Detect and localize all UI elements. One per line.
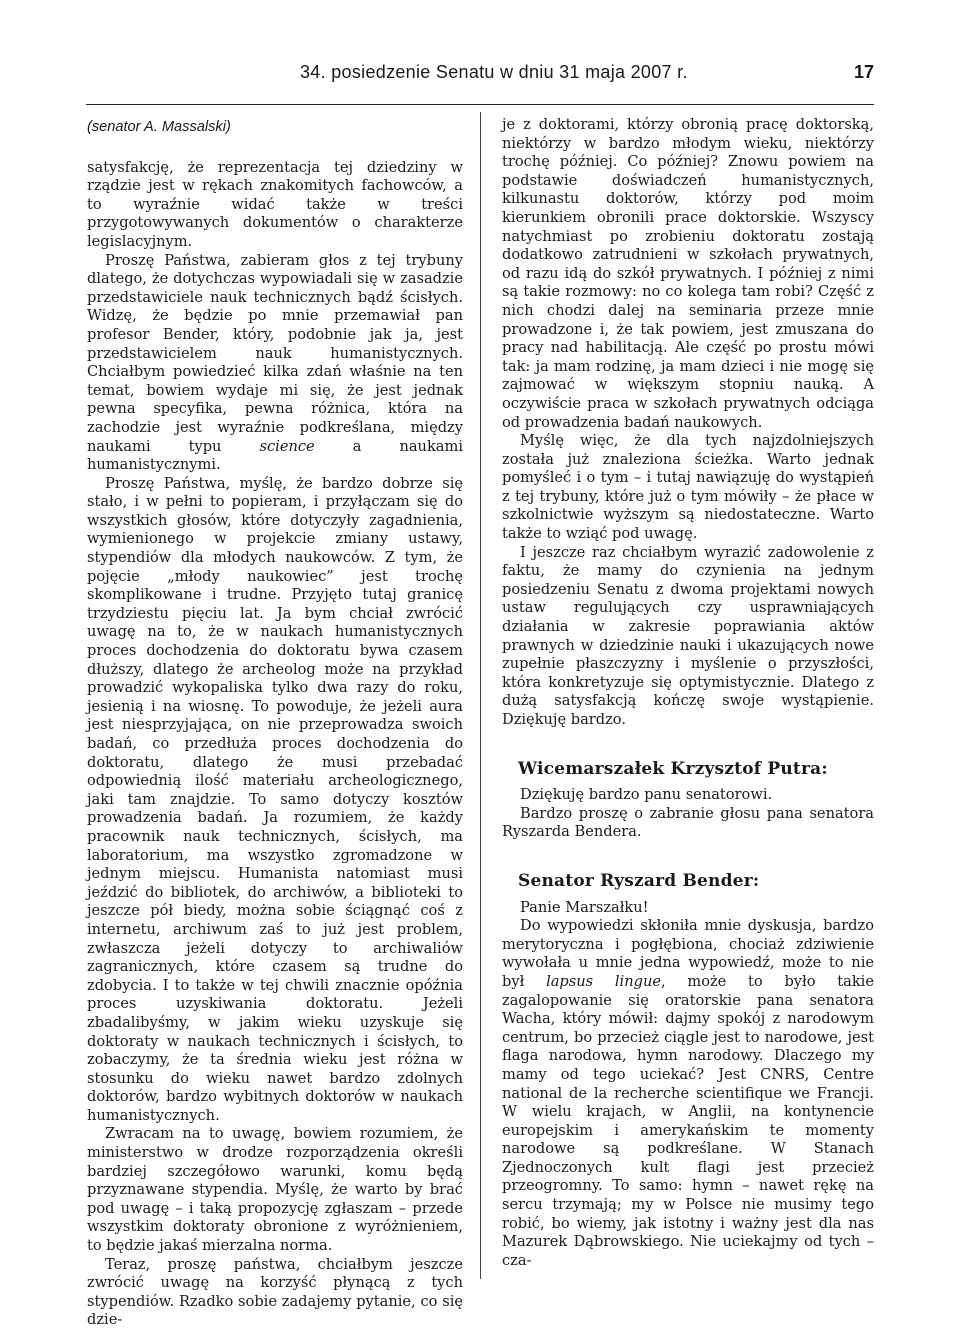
speaker-heading: Senator Ryszard Bender: — [518, 870, 760, 891]
column-divider — [480, 112, 481, 1279]
paragraph: Teraz, proszę państwa, chciałbym jeszcze zwrócić uwagę na korzyść płynącą z tych stypendiów. Rzadko sobie zadajemy pytanie, co się dzie- — [87, 1255, 463, 1329]
paragraph: Proszę Państwa, myślę, że bardzo dobrze się stało, i w pełni to popieram, i przyłączam się do wszystkich głosów, które dotyczyły zagadnienia, wymienionego w projekcie zmiany ustawy, stypendiów dla młodych naukowców. Z tym, że pojęcie „młody naukowiec” jest trochę skomplikowane i trudne. Przyjęto tutaj granicę trzydziestu pięciu lat. Ja bym chciał zwrócić uwagę na to, że w naukach humanistycznych proces dochodzenia do doktoratu bywa czasem dłuższy, dlatego że archeolog może na przykład prowadzić wykopaliska tylko dwa razy do roku, jesienią i na wiosnę. To powoduje, że jeżeli aura jest niesprzyjająca, on nie przeprowadza swoich badań, co przedłuża proces dochodzenia do doktoratu, dlatego że musi przebadać odpowiednią ilość materiału archeologicznego, jaki tam znajdzie. To samo dotyczy kosztów prowadzenia badań. Ja rozumiem, że każdy pracownik nauk technicznych, ścisłych, ma laboratorium, ma wszystko zgromadzone w jednym miejscu. Humanista natomiast musi jeździć do bibliotek, do archiwów, a biblioteki to jeszcze pół biedy, można sobie ściągnąć coś z internetu, archiwum zaś to już jest problem, zwłaszcza jeżeli dotyczy to archiwaliów zagranicznych, które czasem są trudne do zdobycia. I to także w tej chwili znacznie opóźnia proces uzyskiwania doktoratu. Jeżeli zbadalibyśmy, w jakim wieku uzyskuje się doktoraty w naukach technicznych i ścisłych, to zobaczymy, że ta średnia wieku jest różna w stosunku do wieku nawet bardzo zdolnych doktorów, bardzo wybitnych doktorów w naukach humanistycznych. — [87, 474, 463, 1124]
paragraph-text: a naukami humanistycznymi. — [87, 437, 464, 474]
right-column — [502, 116, 874, 1270]
paragraph-text: , może to było takie zagalopowanie się oratorskie pana senatora Wacha, który mówił: dajmy spokój z narodowym centrum, bo przecież ciągle jest to narodowe, jest flaga narodowa, hymn narodowy. Dlaczego my mamy od tego uciekać? Jest CNRS, Centre national de la recherche scientifique we Francji. W wielu krajach, w Anglii, na kontynencie europejskim i amerykańskim te momenty narodowe są podkreślane. W Stanach Zjednoczonych kult flagi jest przecież przeogromny. To samo: hymn – nawet rękę na sercu trzymają; my w Polsce nie musimy tego robić, bo wiemy, jak istotny i ważny jest dla nas Mazurek Dąbrowskiego. Nie uciekajmy od tych – cza- — [502, 972, 874, 1269]
page-number: 17 — [853, 62, 874, 82]
header-title: 34. posiedzenie Senatu w dniu 31 maja 2007 r. — [300, 62, 688, 82]
paragraph: Bardzo proszę o zabranie głosu pana senatora Ryszarda Bendera. — [502, 804, 874, 841]
italic-term: science — [259, 437, 315, 455]
paragraph-text: Proszę Państwa, zabieram głos z tej trybuny dlatego, że dotychczas wypowiadali się w zasadzie przedstawiciele nauk technicznych bądź ścisłych. Widzę, że będzie po mnie przemawiał pan profesor Bender, który, podobnie jak ja, jest przedstawicielem nauk humanistycznych. Chciałbym powiedzieć kilka zdań właśnie na ten temat, bowiem wydaje mi się, że jest jednak pewna specyfika, pewna różnica, która na zachodzie jest wyraźnie podkreślana, między naukami typu — [87, 251, 463, 455]
paragraph: je z doktorami, którzy obronią pracę doktorską, niektórzy w bardzo młodym wieku, niektórzy trochę później. Co później? Znowu powiem na podstawie doświadczeń humanistycznych, kilkunastu doktorów, którzy pod moim kierunkiem obronili prace doktorskie. Wszyscy natychmiast po zrobieniu doktoratu zostają dodatkowo zatrudnieni w szkołach prywatnych, od razu idą do szkół prywatnych. I później z nimi są takie rozmowy: no co kolega tam robi? Część z nich chodzi dalej na seminaria przeze mnie prowadzone i, że tak powiem, jest zmuszana do pracy nad habilitacją. Ale część po prostu mówi tak: ja mam rodzinę, ja mam dzieci i nie mogę się zajmować w większym stopniu nauką. A oczywiście praca w szkołach prywatnych odciąga od prowadzenia badań naukowych. — [502, 116, 874, 431]
paragraph: Panie Marszałku! — [520, 898, 649, 916]
left-column — [87, 118, 463, 1330]
page-header — [0, 62, 960, 90]
header-rule — [86, 104, 874, 105]
speaker-heading: Wicemarszałek Krzysztof Putra: — [518, 758, 828, 779]
paragraph — [502, 917, 874, 1270]
paragraph: I jeszcze raz chciałbym wyrazić zadowolenie z faktu, że mamy do czynienia na jednym posiedzeniu Senatu z dwoma projektami nowych ustaw regulujących czy usprawniających działania w zakresie poprawiania aktów prawnych w dziedzinie nauki i ukazujących nowe zupełnie płaszczyzny i myślenie o przyszłości, która konkretyzuje się optymistycznie. Dlatego z dużą satysfakcją kończę swoje wystąpienie. Dziękuję bardzo. — [502, 543, 874, 728]
paragraph-text: Do wypowiedzi skłoniła mnie dyskusja, bardzo merytoryczna i pogłębiona, chociaż zdziwienie wywołała u mnie jedna wypowiedź, może to nie był — [502, 917, 874, 990]
paragraph: Zwracam na to uwagę, bowiem rozumiem, że ministerstwo w drodze rozporządzenia określi bardziej szczegółowo warunki, komu będą przyznawane stypendia. Myślę, że warto by brać pod uwagę – i taką propozycję zgłaszam – przede wszystkim doktoraty obronione z wyróżnieniem, to będzie jakaś mierzalna norma. — [87, 1125, 463, 1255]
speaker-reference: (senator A. Massalski) — [87, 119, 231, 135]
italic-term: lapsus lingue — [546, 972, 661, 990]
paragraph: Myślę więc, że dla tych najzdolniejszych została już znaleziona ścieżka. Warto jednak pomyśleć i o tym – i tutaj nawiązuję do wystąpień z tej trybuny, które już o tym mówiły – że płace w szkolnictwie wyższym są niedostateczne. Warto także to wziąć pod uwagę. — [502, 432, 874, 543]
paragraph — [87, 252, 463, 475]
paragraph: Dziękuję bardzo panu senatorowi. — [520, 786, 773, 804]
paragraph: satysfakcję, że reprezentacja tej dziedziny w rządzie jest w rękach znakomitych fachowców, a to wyraźnie widać także w treści przygotowywanych dokumentów o charakterze legislacyjnym. — [87, 158, 463, 250]
